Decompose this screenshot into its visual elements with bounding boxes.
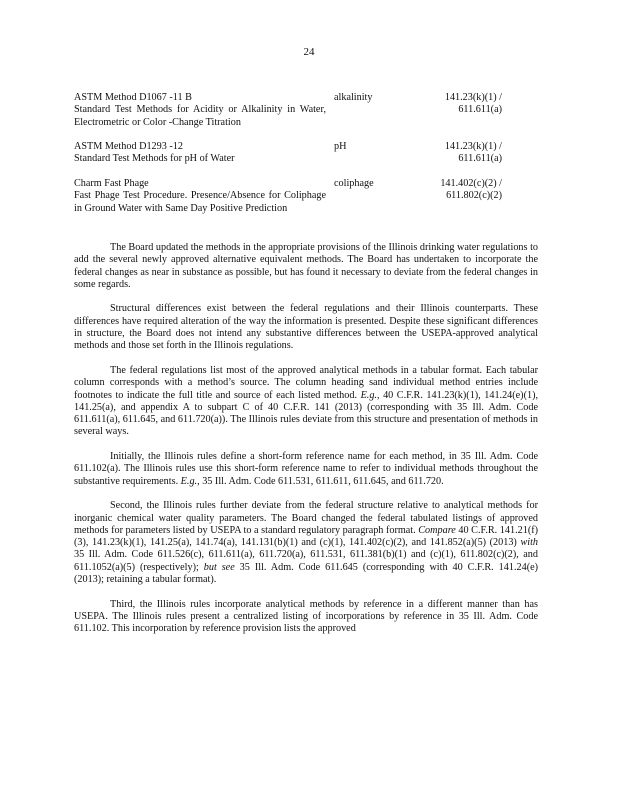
method-id: Charm Fast Phage	[74, 178, 149, 189]
federal-section: 141.23(k)(1) /	[444, 141, 502, 152]
method-sections	[436, 92, 502, 117]
federal-section: 141.23(k)(1) /	[444, 92, 502, 103]
method-id: ASTM Method D1067 -11 B	[74, 92, 192, 103]
paragraph-text: 35 Ill. Adm. Code 611.526(c), 611.611(a), 611.720(a), 611.531, 611.381(b)(1) and (c)(1), 611.802(c)(2), and 611.1052(a)(5) (respectively);	[74, 549, 538, 573]
method-parameter: alkalinity	[334, 92, 373, 103]
paragraph: The Board updated the methods in the appropriate provisions of the Illinois drinking water regulations to add the several newly approved alternative equivalent methods. The Board has undertaken to incorporate the federal changes as near in substance as possible, but has found it necessary to deviate from the federal changes in some regards.	[74, 242, 538, 290]
paragraph-text: 40 C.F.R. 141.21(f)(3), 141.23(k)(1), 141.25(a), 141.74(a), 141.131(b)(1) and (c)(1), 141.402(c)(2), and 141.852(a)(5) (2013)	[74, 524, 538, 549]
illinois-section: 611.802(c)(2)	[446, 190, 502, 202]
method-row	[74, 92, 544, 141]
paragraph-text: , 40 C.F.R. 141.23(k)(1), 141.24(e)(1), 141.25(a), and appendix A to subpart C of 40 C.F.R. 141 (2013) (corresponding with 35 Ill. Adm. Code 611.611(a), 611.645, and 611.720(a)). The Illinois rules deviate from this structure and presentation of methods in several ways.	[74, 389, 539, 438]
paragraph	[74, 365, 538, 439]
method-row	[74, 178, 544, 240]
method-sections	[436, 178, 502, 203]
method-row	[74, 141, 544, 178]
page-number: 24	[303, 46, 315, 58]
citation-signal: but see	[203, 561, 235, 573]
paragraph-text: 35 Ill. Adm. Code 611.645 (corresponding with 40 C.F.R. 141.24(e) (2013); retaining a tabular format).	[74, 561, 538, 586]
illinois-section: 611.611(a)	[458, 153, 502, 165]
citation-signal: Compare	[418, 524, 456, 536]
paragraph-text: The federal regulations list most of the approved analytical methods in a tabular format. Each tabular column corresponds with a method’s source. The column heading sand individual method entries include footnotes to indicate the full title and source of each listed method.	[74, 364, 538, 401]
citation-signal: with	[520, 537, 538, 549]
paragraph-text: Second, the Illinois rules further deviate from the federal structure relative to analytical methods for inorganic chemical water quality parameters. The Board changed the federal tabulated listings of approved methods for parameters listed by USEPA to a standard regulatory paragraph format.	[74, 500, 538, 536]
methods-table	[74, 92, 544, 240]
method-sections	[436, 141, 502, 166]
method-id: ASTM Method D1293 -12	[74, 141, 183, 152]
citation-signal: E.g.	[180, 475, 198, 487]
method-parameter: pH	[334, 141, 347, 152]
method-title: Fast Phage Test Procedure. Presence/Absence for Coliphage in Ground Water with Same Day Positive Prediction	[74, 190, 326, 214]
method-title: Standard Test Methods for pH of Water	[74, 153, 235, 165]
federal-section: 141.402(c)(2) /	[440, 178, 502, 189]
paragraph-text: Initially, the Illinois rules define a short-form reference name for each method, in 35 Ill. Adm. Code 611.102(a). The Illinois rules use this short-form reference name to refer to individual methods throughout the substantive requirements.	[74, 451, 538, 487]
body-text	[74, 242, 538, 648]
citation-signal: E.g.	[360, 389, 377, 401]
method-title: Standard Test Methods for Acidity or Alkalinity in Water, Electrometric or Color -Change Titration	[74, 104, 326, 128]
paragraph	[74, 500, 538, 586]
method-description	[74, 92, 326, 129]
paragraph-text: , 35 Ill. Adm. Code 611.531, 611.611, 611.645, and 611.720.	[197, 475, 444, 487]
method-description	[74, 178, 326, 215]
illinois-section: 611.611(a)	[458, 104, 502, 116]
method-parameter: coliphage	[334, 178, 374, 189]
paragraph: Third, the Illinois rules incorporate analytical methods by reference in a different manner than has USEPA. The Illinois rules present a centralized listing of incorporations by reference in 35 Ill. Adm. Code 611.102. This incorporation by reference provision lists the approved	[74, 598, 538, 635]
paragraph	[74, 451, 538, 488]
paragraph: Structural differences exist between the federal regulations and their Illinois counterparts. These differences have required alteration of the way the information is presented. Despite these significant differences in structure, the Board does not intend any substantive differences between the USEPA-approved analytical methods and those set forth in the Illinois regulations.	[74, 303, 538, 352]
method-description	[74, 141, 326, 166]
